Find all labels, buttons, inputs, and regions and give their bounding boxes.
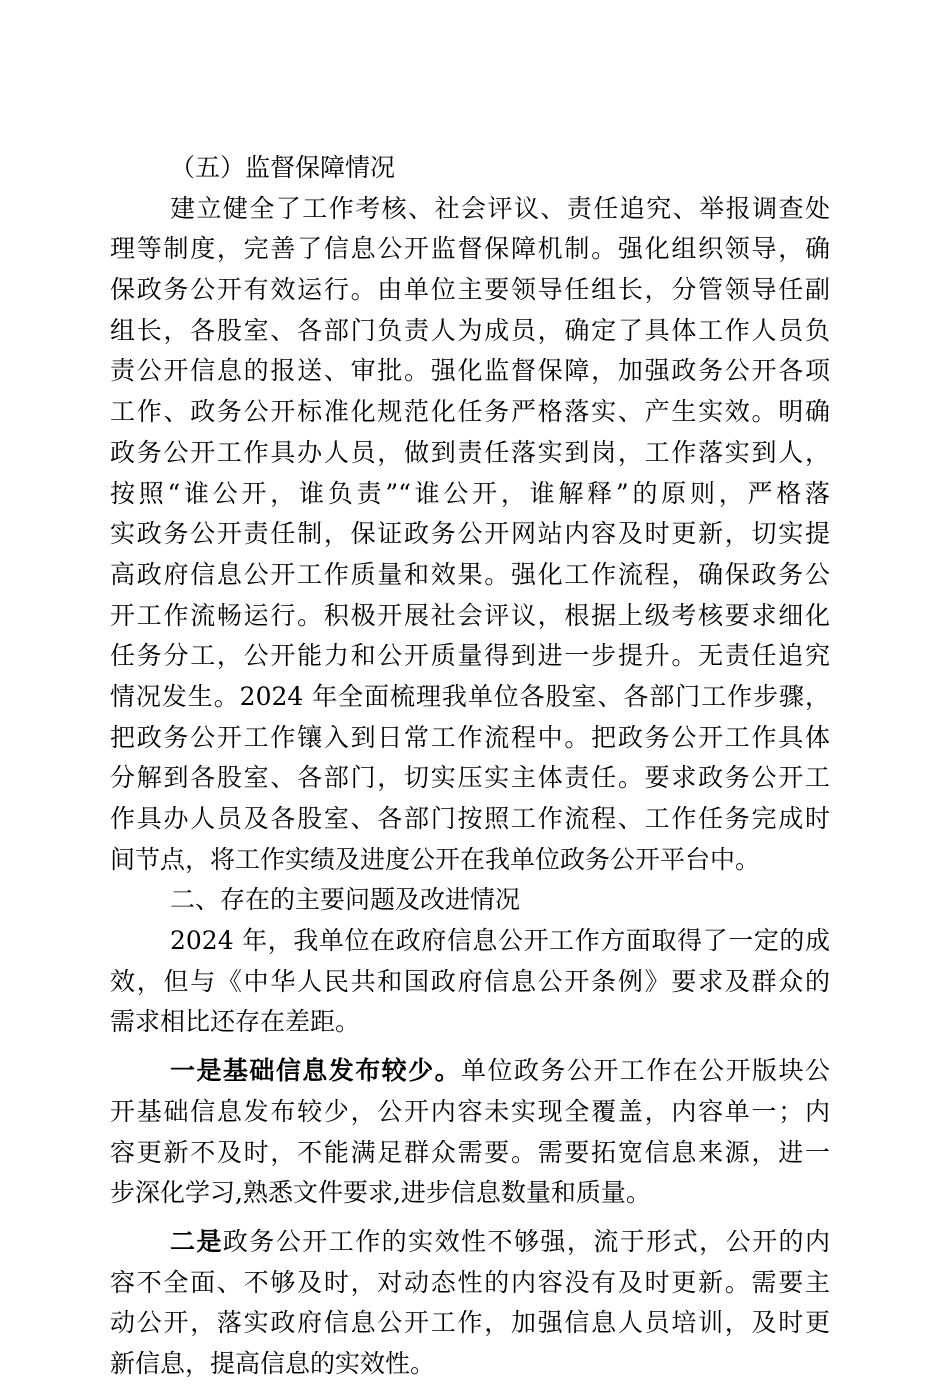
- paragraph-line: 任务分工，公开能力和公开质量得到进一步提升。无责任追究: [110, 641, 830, 671]
- paragraph-line: 分解到各股室、各部门，切实压实主体责任。要求政务公开工: [110, 763, 830, 793]
- paragraph-line: 需求相比还存在差距。: [110, 1007, 361, 1037]
- paragraph-line: 效，但与《中华人民共和国政府信息公开条例》要求及群众的: [110, 966, 830, 996]
- paragraph-problem-1: [110, 1051, 830, 1214]
- problem-2-lead: 二是: [170, 1226, 223, 1256]
- paragraph-line: 实政务公开责任制，保证政务公开网站内容及时更新，切实提: [110, 519, 830, 549]
- paragraph-line: 新信息，提高信息的实效性。: [110, 1348, 436, 1378]
- paragraph-line: 把政务公开工作镶入到日常工作流程中。把政务公开工作具体: [110, 722, 830, 752]
- section-heading-supervision: （五）监督保障情况: [170, 153, 396, 182]
- paragraph-line: 2024 年，我单位在政府信息公开工作方面取得了一定的成: [170, 926, 830, 956]
- paragraph-line: 动公开，落实政府信息公开工作，加强信息人员培训，及时更: [110, 1308, 830, 1338]
- paragraph-line: 开基础信息发布较少，公开内容未实现全覆盖，内容单一；内: [110, 1096, 830, 1126]
- problem-1-text: 单位政务公开工作在公开版块公: [461, 1056, 830, 1086]
- section-heading-problems: 二、存在的主要问题及改进情况: [170, 885, 521, 915]
- paragraph-line: 组长，各股室、各部门负责人为成员，确定了具体工作人员负: [110, 315, 830, 345]
- paragraph-line: 开工作流畅运行。积极开展社会评议，根据上级考核要求细化: [110, 600, 830, 630]
- paragraph-line: 建立健全了工作考核、社会评议、责任追究、举报调查处: [170, 193, 830, 223]
- paragraph-line: 作具办人员及各股室、各部门按照工作流程、工作任务完成时: [110, 804, 830, 833]
- paragraph-line: 高政府信息公开工作质量和效果。强化工作流程，确保政务公: [110, 559, 830, 589]
- paragraph-problem-2: [110, 1222, 830, 1385]
- paragraph-line: 政务公开工作具办人员，做到责任落实到岗，工作落实到人，: [110, 437, 830, 467]
- paragraph-line: 保政务公开有效运行。由单位主要领导任组长，分管领导任副: [110, 275, 830, 305]
- document-page: [110, 148, 830, 1385]
- paragraph-line: 按照“谁公开，谁负责”“谁公开，谁解释”的原则，严格落: [110, 478, 830, 508]
- paragraph-line: 容更新不及时，不能满足群众需要。需要拓宽信息来源，进一: [110, 1137, 830, 1167]
- paragraph-line: 理等制度，完善了信息公开监督保障机制。强化组织领导，确: [110, 234, 830, 264]
- paragraph-line: [110, 1051, 830, 1092]
- paragraph-line: 情况发生。2024 年全面梳理我单位各股室、各部门工作步骤，: [110, 681, 830, 711]
- paragraph-line: 间节点，将工作实绩及进度公开在我单位政务公开平台中。: [110, 844, 761, 874]
- paragraph-line: 工作、政务公开标准化规范化任务严格落实、产生实效。明确: [110, 397, 830, 427]
- paragraph-line: 责公开信息的报送、审批。强化监督保障，加强政务公开各项: [110, 356, 830, 386]
- paragraph-line: [110, 1222, 830, 1263]
- problem-2-text: 政务公开工作的实效性不够强，流于形式，公开的内: [222, 1226, 830, 1256]
- paragraph-intro: [110, 921, 830, 1043]
- paragraph-supervision: [110, 189, 830, 881]
- problem-1-lead: 一是基础信息发布较少。: [170, 1056, 462, 1086]
- paragraph-line: 步深化学习,熟悉文件要求,进步信息数量和质量。: [110, 1178, 651, 1208]
- paragraph-line: 容不全面、不够及时，对动态性的内容没有及时更新。需要主: [110, 1267, 830, 1297]
